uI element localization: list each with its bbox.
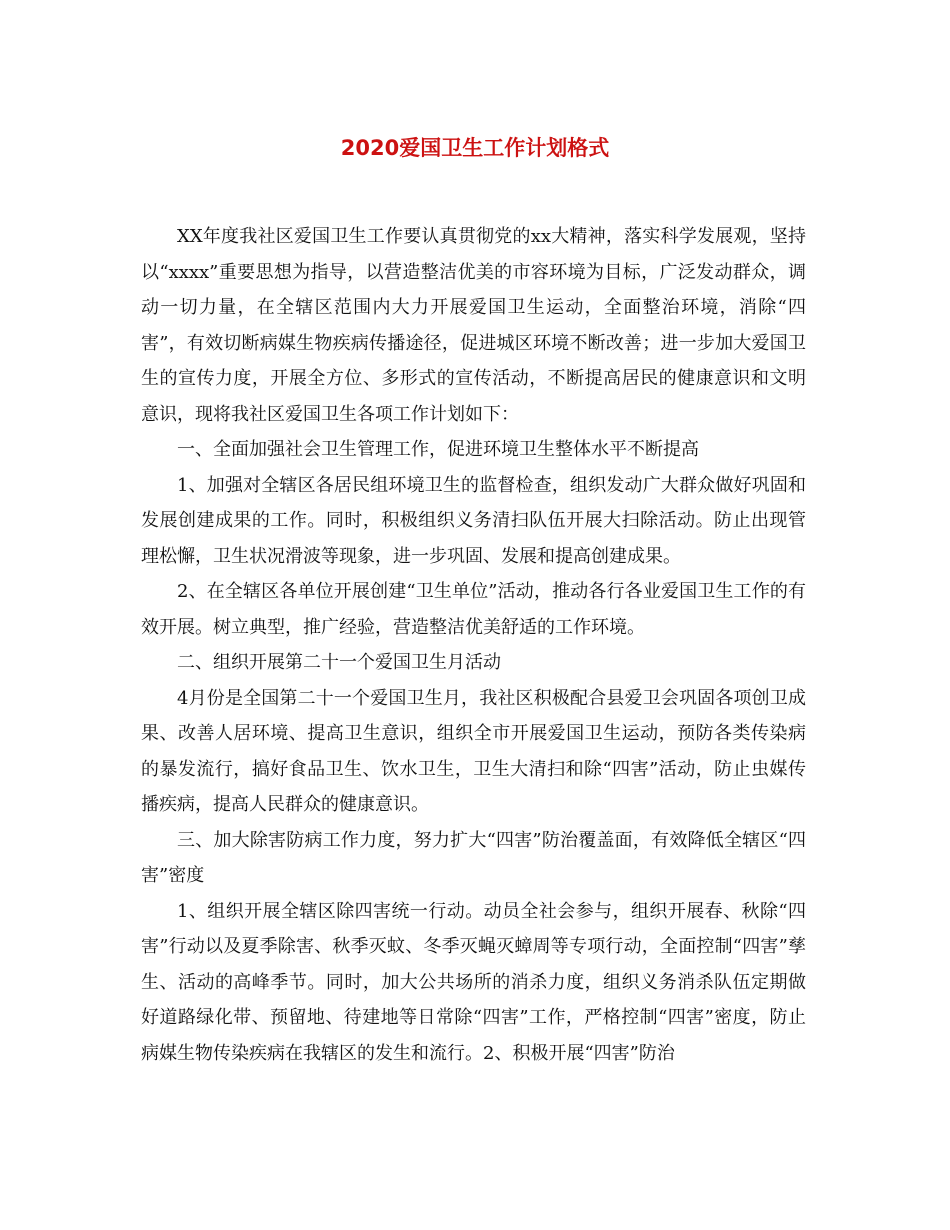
section-heading-1: 一、全面加强社会卫生管理工作，促进环境卫生整体水平不断提高 xyxy=(177,439,699,460)
section-heading-3: 三、加大除害防病工作力度，努力扩大“四害”防治覆盖面，有效降低全辖区“四害”密度 xyxy=(141,829,806,886)
paragraph-3-1: 1、组织开展全辖区除四害统一行动。动员全社会参与，组织开展春、秋除“四害”行动以及夏季除害、秋季灭蚊、冬季灭蝇灭蟑周等专项行动，全面控制“四害”孳生、活动的高峰季节。同时，加大公共场所的消杀力度，组织义务消杀队伍定期做好道路绿化带、预留地、待建地等日常除“四害”工作，严格控制“四害”密度，防止病媒生物传染疾病在我辖区的发生和流行。2、积极开展“四害”防治 xyxy=(141,900,806,1064)
paragraph-1-2: 2、在全辖区各单位开展创建“卫生单位”活动，推动各行各业爱国卫生工作的有效开展。树立典型，推广经验，营造整洁优美舒适的工作环境。 xyxy=(141,581,806,638)
paragraph-1-1: 1、加强对全辖区各居民组环境卫生的监督检查，组织发动广大群众做好巩固和发展创建成果的工作。同时，积极组织义务清扫队伍开展大扫除活动。防止出现管理松懈，卫生状况滑波等现象，进一步巩固、发展和提高创建成果。 xyxy=(141,474,806,567)
document-title: 2020爱国卫生工作计划格式 xyxy=(340,136,610,160)
document-body xyxy=(141,219,806,1071)
paragraph-intro: XX年度我社区爱国卫生工作要认真贯彻党的xx大精神，落实科学发展观，坚持以“xxxx”重要思想为指导，以营造整洁优美的市容环境为目标，广泛发动群众，调动一切力量，在全辖区范围内大力开展爱国卫生运动，全面整治环境，消除“四害”，有效切断病媒生物疾病传播途径，促进城区环境不断改善；进一步加大爱国卫生的宣传力度，开展全方位、多形式的宣传活动，不断提高居民的健康意识和文明意识，现将我社区爱国卫生各项工作计划如下： xyxy=(141,226,806,425)
paragraph-2-1: 4月份是全国第二十一个爱国卫生月，我社区积极配合县爱卫会巩固各项创卫成果、改善人居环境、提高卫生意识，组织全市开展爱国卫生运动，预防各类传染病的暴发流行，搞好食品卫生、饮水卫生，卫生大清扫和除“四害”活动，防止虫媒传播疾病，提高人民群众的健康意识。 xyxy=(141,687,806,815)
section-heading-2: 二、组织开展第二十一个爱国卫生月活动 xyxy=(177,652,501,673)
